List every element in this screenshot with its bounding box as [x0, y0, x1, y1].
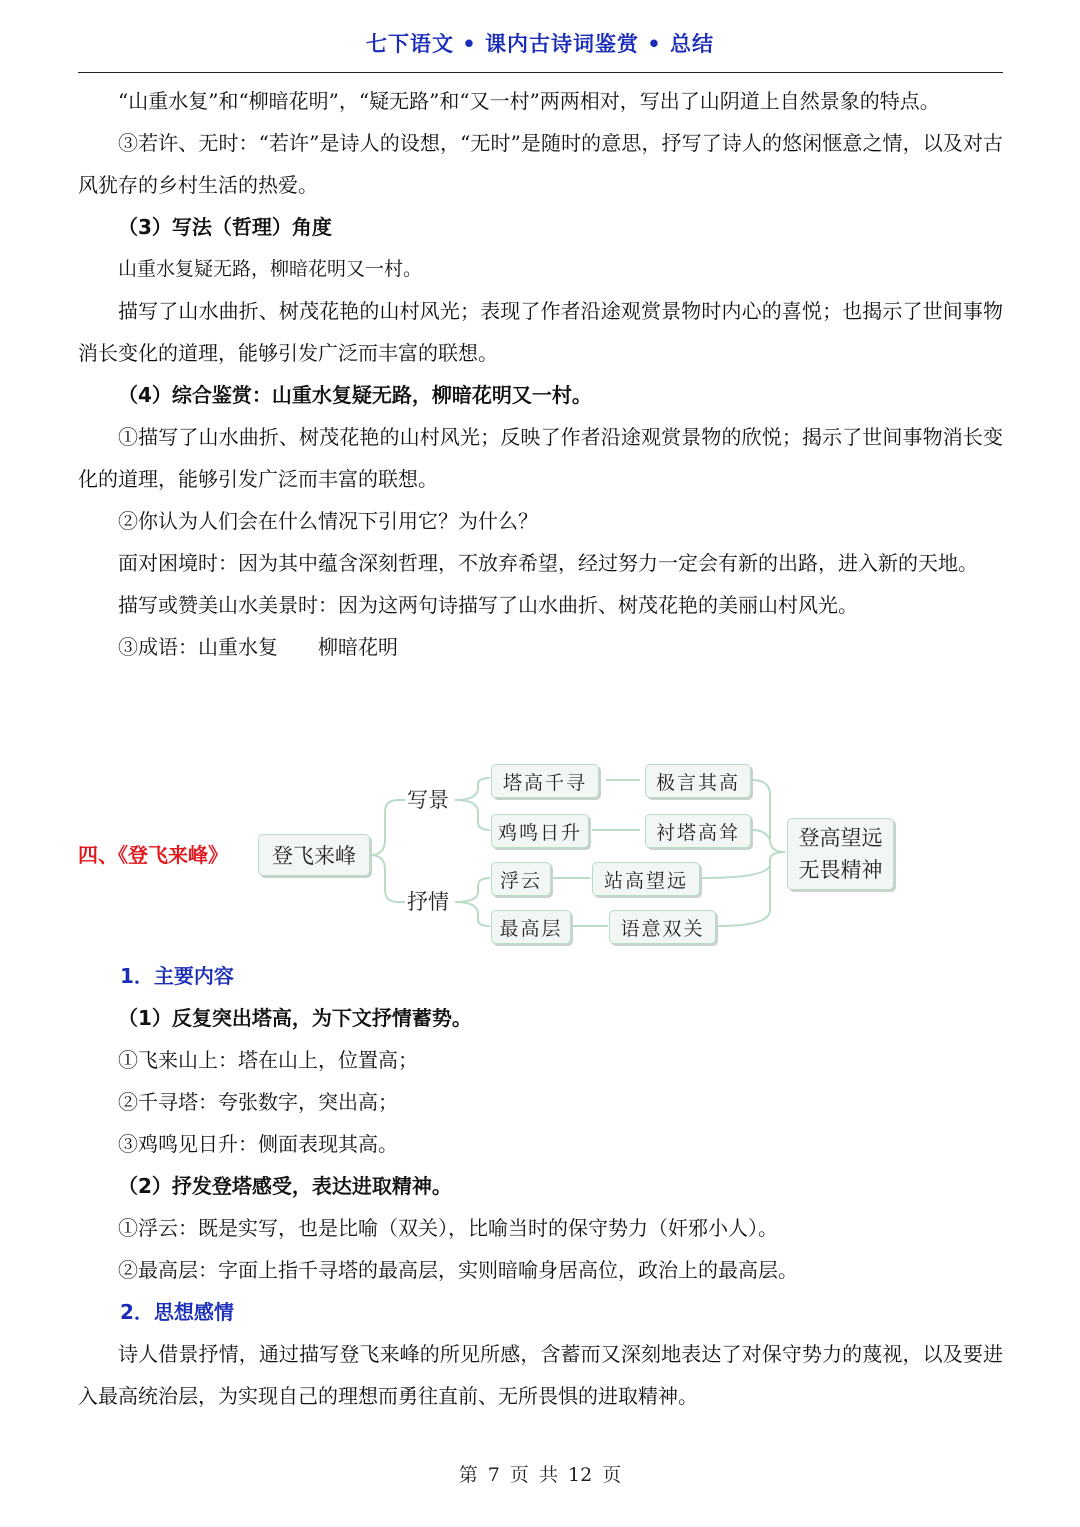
subheading: （3）写法（哲理）角度 — [118, 215, 332, 239]
mind-map-node: 极言其高 — [645, 764, 751, 798]
subheading: （2）抒发登塔感受，表达进取精神。 — [118, 1174, 452, 1198]
paragraph: ②你认为人们会在什么情况下引用它？为什么？ — [118, 509, 538, 533]
mind-map-node: 浮云 — [491, 862, 551, 896]
summary-line: 登高望远 — [798, 826, 883, 850]
idiom-line — [78, 626, 1003, 668]
paragraph: 描写了山水曲折、树茂花艳的山村风光；表现了作者沿途观赏景物时内心的喜悦；也揭示了世间事物消长变化的道理，能够引发广泛而丰富的联想。 — [78, 299, 1003, 365]
poem-line: 山重水复疑无路，柳暗花明又一村。 — [118, 258, 423, 280]
mind-map — [0, 760, 1080, 950]
paragraph: 诗人借景抒情，通过描写登飞来峰的所见所感，含蓄而又深刻地表达了对保守势力的蔑视，以及要进入最高统治层，为实现自己的理想而勇往直前、无所畏惧的进取精神。 — [78, 1342, 1003, 1408]
mind-map-node: 语意双关 — [609, 910, 716, 944]
mind-map-node: 最高层 — [491, 910, 571, 944]
section-title: 四、《登飞来峰》 — [78, 843, 228, 867]
header-rule — [78, 72, 1003, 73]
list-item: ③鸡鸣见日升：侧面表现其高。 — [118, 1132, 398, 1156]
mind-map-node: 站高望远 — [592, 862, 700, 896]
section-heading: 2．思想感情 — [120, 1300, 234, 1324]
mind-map-node: 塔高千寻 — [491, 764, 599, 798]
paragraph: ③若许、无时：“若许”是诗人的设想，“无时”是随时的意思，抒写了诗人的悠闲惬意之情，以及对古风犹存的乡村生活的热爱。 — [78, 131, 1003, 197]
summary-line: 无畏精神 — [798, 858, 883, 882]
paragraph: 面对困境时：因为其中蕴含深刻哲理，不放弃希望，经过努力一定会有新的出路，进入新的天地。 — [118, 551, 978, 575]
subheading: （1）反复突出塔高，为下文抒情蓄势。 — [118, 1006, 472, 1030]
mind-map-node: 衬塔高耸 — [645, 814, 751, 848]
paragraph: ①描写了山水曲折、树茂花艳的山村风光；反映了作者沿途观赏景物的欣悦；揭示了世间事物消长变化的道理，能够引发广泛而丰富的联想。 — [78, 425, 1003, 491]
list-item: ②最高层：字面上指千寻塔的最高层，实则暗喻身居高位，政治上的最高层。 — [118, 1258, 798, 1282]
document-header-title: 七下语文 • 课内古诗词鉴赏 • 总结 — [365, 32, 715, 56]
idiom-2: 柳暗花明 — [318, 635, 398, 659]
branch-label-scenery: 写景 — [407, 788, 449, 812]
list-item: ①浮云：既是实写，也是比喻（双关），比喻当时的保守势力（奸邪小人）。 — [118, 1216, 778, 1240]
paragraph: 描写或赞美山水美景时：因为这两句诗描写了山水曲折、树茂花艳的美丽山村风光。 — [118, 593, 858, 617]
list-item: ②千寻塔：夸张数字，突出高； — [118, 1090, 398, 1114]
mind-map-summary-node — [787, 818, 894, 890]
idiom-1: ③成语：山重水复 — [118, 635, 278, 659]
mind-map-root-node: 登飞来峰 — [258, 834, 370, 876]
upper-text-block — [78, 80, 1003, 668]
page-number: 第 7 页 共 12 页 — [458, 1464, 622, 1486]
paragraph: “山重水复”和“柳暗花明”，“疑无路”和“又一村”两两相对，写出了山阴道上自然景象的特点。 — [118, 89, 940, 113]
subheading: （4）综合鉴赏：山重水复疑无路，柳暗花明又一村。 — [118, 383, 592, 407]
section-heading: 1．主要内容 — [120, 964, 234, 988]
list-item: ①飞来山上：塔在山上，位置高； — [118, 1048, 418, 1072]
branch-label-emotion: 抒情 — [407, 890, 449, 914]
mind-map-node: 鸡鸣日升 — [491, 814, 589, 848]
lower-text-block — [78, 955, 1003, 1417]
